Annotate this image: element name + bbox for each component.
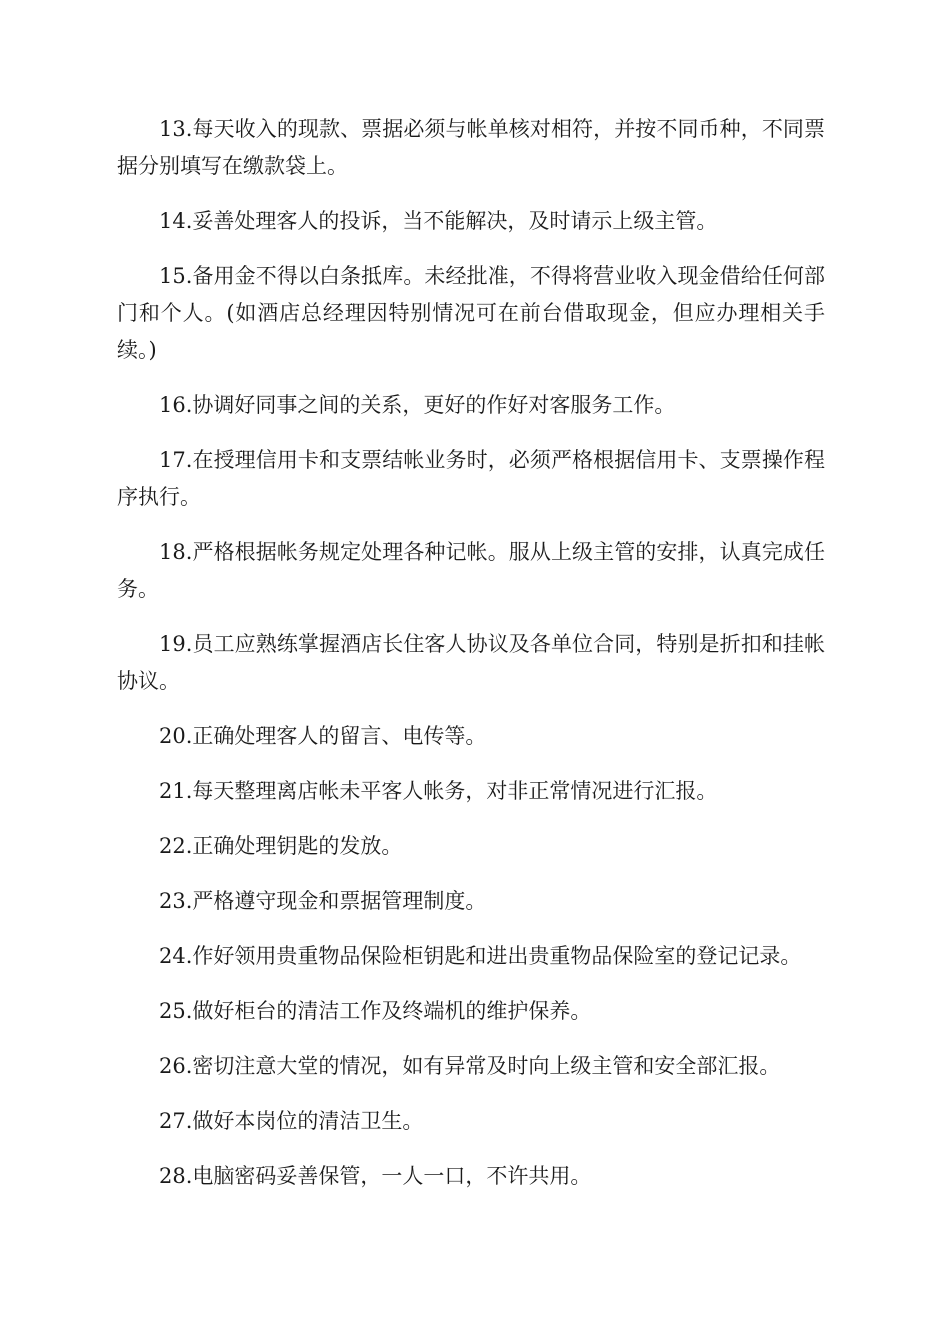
list-item-26: 26.密切注意大堂的情况，如有异常及时向上级主管和安全部汇报。	[159, 1054, 781, 1078]
list-item-27: 27.做好本岗位的清洁卫生。	[159, 1109, 424, 1133]
list-item-18: 18.严格根据帐务规定处理各种记帐。服从上级主管的安排，认真完成任务。	[117, 540, 825, 601]
list-item-14: 14.妥善处理客人的投诉，当不能解决，及时请示上级主管。	[159, 209, 718, 233]
list-item-25: 25.做好柜台的清洁工作及终端机的维护保养。	[159, 999, 592, 1023]
list-item-13: 13.每天收入的现款、票据必须与帐单核对相符，并按不同币种，不同票据分别填写在缴款袋上。	[117, 117, 825, 178]
list-item-23: 23.严格遵守现金和票据管理制度。	[159, 889, 487, 913]
list-item-15: 15.备用金不得以白条抵库。未经批准，不得将营业收入现金借给任何部门和个人。(如酒店总经理因特别情况可在前台借取现金，但应办理相关手续。)	[117, 264, 825, 362]
list-item-17: 17.在授理信用卡和支票结帐业务时，必须严格根据信用卡、支票操作程序执行。	[117, 448, 825, 509]
list-item-16: 16.协调好同事之间的关系，更好的作好对客服务工作。	[159, 393, 676, 417]
list-item-21: 21.每天整理离店帐未平客人帐务，对非正常情况进行汇报。	[159, 779, 718, 803]
document-body	[117, 111, 825, 1213]
list-item-22: 22.正确处理钥匙的发放。	[159, 834, 403, 858]
list-item-20: 20.正确处理客人的留言、电传等。	[159, 724, 487, 748]
list-item-19: 19.员工应熟练掌握酒店长住客人协议及各单位合同，特别是折扣和挂帐协议。	[117, 632, 825, 693]
list-item-24: 24.作好领用贵重物品保险柜钥匙和进出贵重物品保险室的登记记录。	[159, 944, 802, 968]
list-item-28: 28.电脑密码妥善保管，一人一口，不许共用。	[159, 1164, 592, 1188]
